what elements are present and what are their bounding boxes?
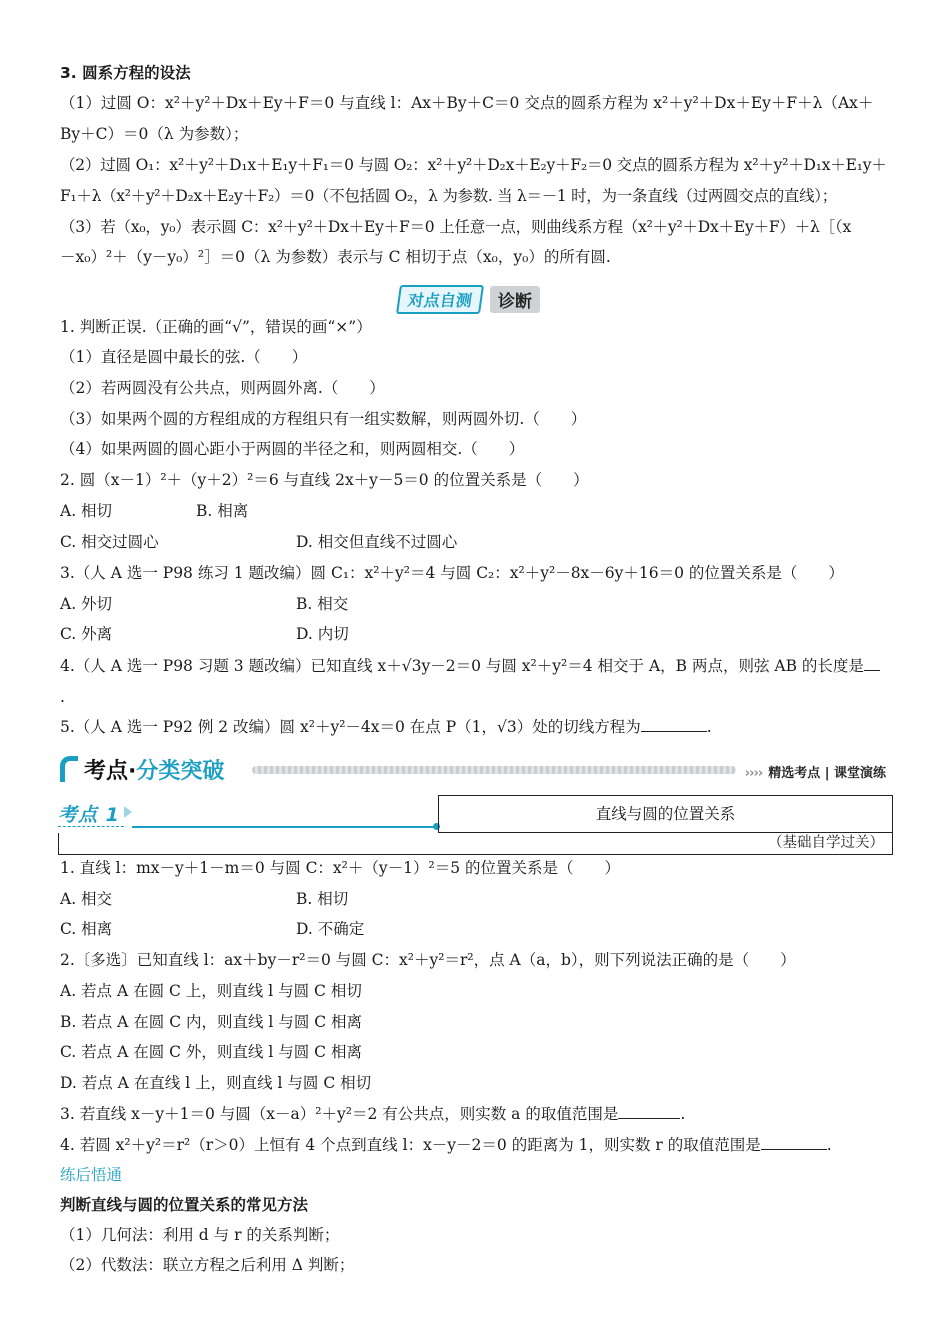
divider xyxy=(58,826,124,827)
question-text: 5.（人 A 选一 P92 例 2 改编）圆 x²＋y²－4x＝0 在点 P（1，√3）处的切线方程为 xyxy=(60,718,641,736)
text-line: （1）过圆 O：x²＋y²＋Dx＋Ey＋F＝0 与直线 l：Ax＋By＋C＝0 交点的圆系方程为 x²＋y²＋Dx＋Ey＋F＋λ（Ax＋ xyxy=(60,94,874,112)
option-b: B. 相离 xyxy=(196,502,249,520)
text-line: F₁＋λ（x²＋y²＋D₂x＋E₂y＋F₂）＝0（不包括圆 O₂，λ 为参数. 当 λ＝－1 时，为一条直线（过两圆交点的直线）； xyxy=(60,187,837,205)
question-stem: 2. 圆（x－1）²＋（y＋2）²＝6 与直线 2x＋y－5＝0 的位置关系是（ ） xyxy=(60,471,589,489)
option-a: A. 相切 xyxy=(60,502,113,520)
topic-title: 直线与圆的位置关系 xyxy=(438,795,893,833)
question-stem: 2.〔多选〕已知直线 l：ax＋by－r²＝0 与圆 C：x²＋y²＝r²，点 A（a，b），则下列说法正确的是（ ） xyxy=(60,951,796,969)
divider xyxy=(132,826,438,828)
review-title: 练后悟通 xyxy=(60,1166,123,1184)
section-title: 3. 圆系方程的设法 xyxy=(60,64,191,82)
topic-label: 考点 1 xyxy=(58,804,120,826)
option-b: B. 相交 xyxy=(296,595,349,613)
question-stem xyxy=(60,1134,832,1156)
answer-blank[interactable] xyxy=(864,655,880,671)
question-item: （3）如果两个圆的方程组成的方程组只有一组实数解，则两圆外切.（ ） xyxy=(60,410,587,428)
question-text: 4.（人 A 选一 P98 习题 3 题改编）已知直线 x＋√3y－2＝0 与圆 x²＋y²＝4 相交于 A，B 两点，则弦 AB 的长度是 xyxy=(60,657,864,675)
text-line: （3）若（x₀，y₀）表示圆 C：x²＋y²＋Dx＋Ey＋F＝0 上任意一点，则曲线系方程（x²＋y²＋Dx＋Ey＋F）＋λ［（x xyxy=(60,218,852,236)
answer-blank[interactable] xyxy=(761,1134,827,1150)
section-header-subtitle: ›››› 精选考点 | 课堂演练 xyxy=(744,766,886,781)
self-test-banner xyxy=(398,285,540,313)
play-arrow-icon xyxy=(124,806,132,818)
answer-blank[interactable] xyxy=(618,1103,680,1119)
option-a: A. 若点 A 在圆 C 上，则直线 l 与圆 C 相切 xyxy=(60,982,362,1000)
option-d: D. 不确定 xyxy=(296,920,365,938)
method-item: （2）代数法：联立方程之后利用 Δ 判断； xyxy=(60,1256,355,1274)
method-item: （1）几何法：利用 d 与 r 的关系判断； xyxy=(60,1226,340,1244)
review-heading: 判断直线与圆的位置关系的常见方法 xyxy=(60,1196,309,1214)
decorative-stripe xyxy=(252,766,736,774)
chevrons-icon: ›››› xyxy=(744,766,763,781)
option-row xyxy=(60,623,349,645)
period: . xyxy=(706,718,712,736)
option-c: C. 相交过圆心 xyxy=(60,533,159,551)
text-line: （2）过圆 O₁：x²＋y²＋D₁x＋E₁y＋F₁＝0 与圆 O₂：x²＋y²＋D₂x＋E₂y＋F₂＝0 交点的圆系方程为 x²＋y²＋D₁x＋E₁y＋ xyxy=(60,156,887,174)
text-line: －x₀）²＋（y－y₀）²］＝0（λ 为参数）表示与 C 相切于点（x₀，y₀）的所有圆. xyxy=(60,248,611,266)
option-row xyxy=(60,531,457,553)
question-stem xyxy=(60,655,880,677)
text-line: By＋C）＝0（λ 为参数）； xyxy=(60,125,249,143)
question-text: 4. 若圆 x²＋y²＝r²（r＞0）上恒有 4 个点到直线 l：x－y－2＝0 的距离为 1，则实数 r 的取值范围是 xyxy=(60,1136,761,1154)
option-c: C. 外离 xyxy=(60,625,113,643)
question-stem: 1. 直线 l：mx－y＋1－m＝0 与圆 C：x²＋（y－1）²＝5 的位置关系是（ ） xyxy=(60,859,621,877)
hook-icon xyxy=(60,756,78,782)
option-a: A. 相交 xyxy=(60,890,113,908)
topic-note: （基础自学过关） xyxy=(58,833,893,855)
option-row xyxy=(60,888,348,910)
diagnosis-label: 诊断 xyxy=(490,286,540,313)
option-c: C. 若点 A 在圆 C 外，则直线 l 与圆 C 相离 xyxy=(60,1043,362,1061)
section-header xyxy=(56,752,896,788)
self-test-tag: 对点自测 xyxy=(396,285,484,314)
option-row xyxy=(60,500,248,522)
option-d: D. 相交但直线不过圆心 xyxy=(296,533,458,551)
period: . xyxy=(826,1136,832,1154)
answer-blank[interactable] xyxy=(641,716,707,732)
question-stem: 1. 判断正误.（正确的画“√”，错误的画“×”） xyxy=(60,318,372,336)
option-row xyxy=(60,918,364,940)
question-text: 3. 若直线 x－y＋1＝0 与圆（x－a）²＋y²＝2 有公共点，则实数 a 的取值范围是 xyxy=(60,1105,619,1123)
option-d: D. 若点 A 在直线 l 上，则直线 l 与圆 C 相切 xyxy=(60,1074,372,1092)
question-item: （4）如果两圆的圆心距小于两圆的半径之和，则两圆相交.（ ） xyxy=(60,440,525,458)
question-stem xyxy=(60,716,712,738)
option-d: D. 内切 xyxy=(296,625,349,643)
period: . xyxy=(680,1105,686,1123)
question-item: （1）直径是圆中最长的弦.（ ） xyxy=(60,348,308,366)
question-stem xyxy=(60,1103,685,1125)
option-b: B. 相切 xyxy=(296,890,349,908)
option-a: A. 外切 xyxy=(60,595,113,613)
section-header-title: 考点·分类突破 xyxy=(84,759,225,784)
question-item: （2）若两圆没有公共点，则两圆外离.（ ） xyxy=(60,379,385,397)
option-row xyxy=(60,593,348,615)
question-tail: . xyxy=(60,688,65,706)
option-b: B. 若点 A 在圆 C 内，则直线 l 与圆 C 相离 xyxy=(60,1013,363,1031)
option-c: C. 相离 xyxy=(60,920,113,938)
question-stem: 3.（人 A 选一 P98 练习 1 题改编）圆 C₁：x²＋y²＝4 与圆 C₂：x²＋y²－8x－6y＋16＝0 的位置关系是（ ） xyxy=(60,564,844,582)
